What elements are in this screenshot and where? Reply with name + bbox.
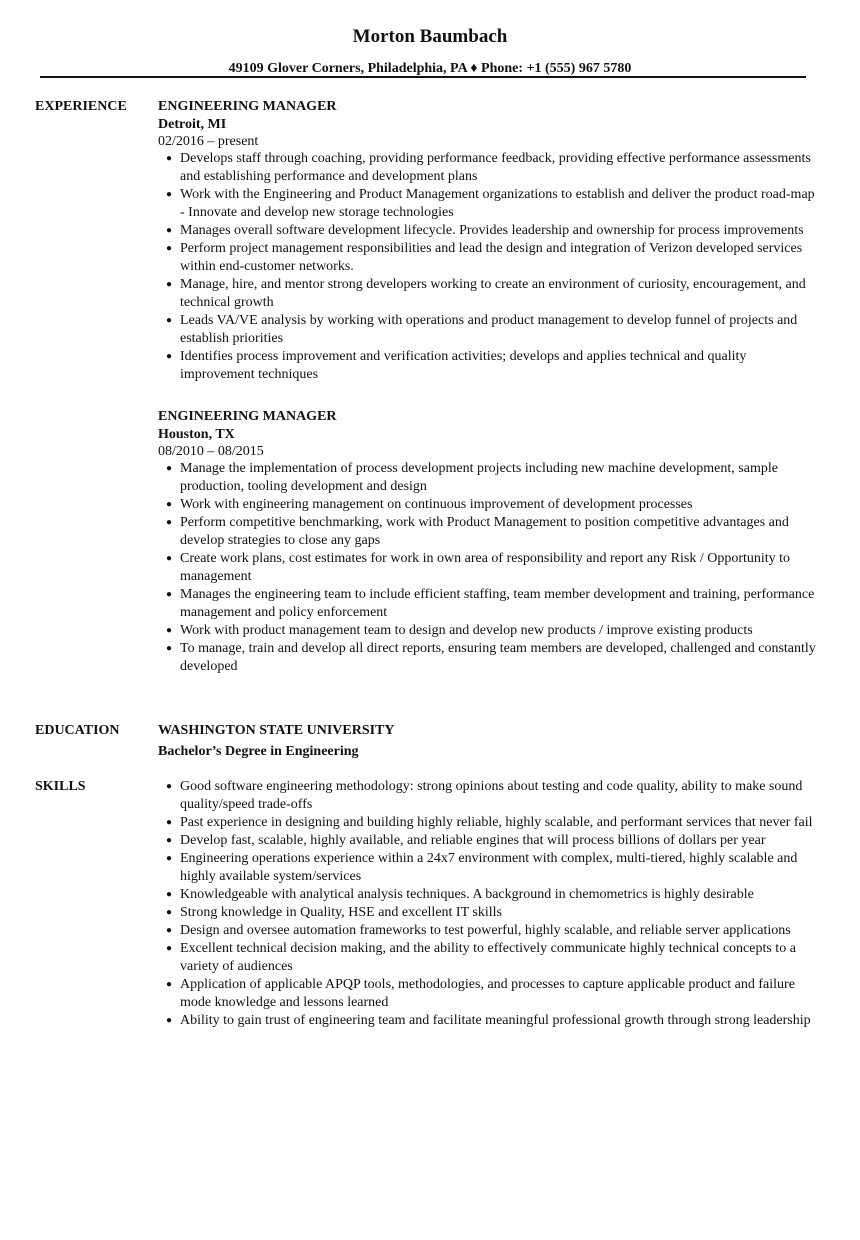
- job-dates: 08/2010 – 08/2015: [158, 444, 264, 459]
- skills-body: [158, 778, 818, 1030]
- list-item: ● Create work plans, cost estimates for work in own area of responsibility and report any Risk / Opportunity to management: [166, 551, 791, 584]
- list-item: ● Good software engineering methodology: strong opinions about testing and code quality, ability to make sound quality/speed trade-offs: [166, 779, 803, 812]
- bullet-icon: ●: [166, 243, 173, 254]
- list-item: ● Ability to gain trust of engineering team and facilitate meaningful professional growth through strong leadership: [166, 1013, 811, 1028]
- bullet-icon: ●: [166, 189, 173, 200]
- bullet-icon: ●: [166, 315, 173, 326]
- list-item: ● Perform competitive benchmarking, work with Product Management to position competitive advantages and develop strategies to close any gaps: [166, 515, 789, 548]
- bullet-icon: ●: [166, 589, 173, 600]
- job-entry: [158, 408, 818, 676]
- header-divider: [40, 76, 806, 78]
- skills-label: SKILLS: [35, 779, 86, 794]
- job-title: ENGINEERING MANAGER: [158, 409, 337, 424]
- bullet-icon: ●: [166, 279, 173, 290]
- list-item: ● Leads VA/VE analysis by working with operations and product management to develop funnel of projects and establish priorities: [166, 313, 798, 346]
- contact-line: 49109 Glover Corners, Philadelphia, PA ♦ Phone: +1 (555) 967 5780: [228, 61, 632, 76]
- bullet-icon: ●: [166, 625, 173, 636]
- list-item: ● Strong knowledge in Quality, HSE and excellent IT skills: [166, 905, 502, 920]
- list-item: ● Manages overall software development lifecycle. Provides leadership and ownership for process improvements: [166, 223, 804, 238]
- school-name: WASHINGTON STATE UNIVERSITY: [158, 723, 395, 738]
- skills-bullet-list: [158, 778, 818, 1030]
- list-item: ● Design and oversee automation frameworks to test powerful, highly scalable, and reliable server applications: [166, 923, 791, 938]
- job-title: ENGINEERING MANAGER: [158, 99, 337, 114]
- bullet-icon: ●: [166, 781, 173, 792]
- list-item: ● Work with the Engineering and Product Management organizations to establish and deliver the product road-map - Innovate and develop new storage technologies: [166, 187, 815, 220]
- list-item: ● Past experience in designing and building highly reliable, highly scalable, and performant services that never fail: [166, 815, 813, 830]
- bullet-icon: ●: [166, 351, 173, 362]
- bullet-icon: ●: [166, 979, 173, 990]
- degree-name: Bachelor’s Degree in Engineering: [158, 744, 359, 759]
- list-item: ● Identifies process improvement and verification activities; develops and applies technical and quality improvement techniques: [166, 349, 747, 382]
- list-item: ● To manage, train and develop all direct reports, ensuring team members are developed, challenged and constantly developed: [166, 641, 816, 674]
- bullet-icon: ●: [166, 1015, 173, 1026]
- bullet-icon: ●: [166, 517, 173, 528]
- resume-header: [0, 0, 860, 78]
- bullet-icon: ●: [166, 225, 173, 236]
- bullet-icon: ●: [166, 643, 173, 654]
- education-label: EDUCATION: [35, 723, 120, 738]
- bullet-icon: ●: [166, 153, 173, 164]
- job-bullet-list: [158, 150, 818, 384]
- list-item: ● Develops staff through coaching, providing performance feedback, providing effective performance assessments and establishing performance and development plans: [166, 151, 811, 184]
- list-item: ● Manage the implementation of process development projects including new machine development, sample production, tooling development and design: [166, 461, 778, 494]
- list-item: ● Manage, hire, and mentor strong developers working to create an environment of curiosity, encouragement, and technical growth: [166, 277, 806, 310]
- bullet-icon: ●: [166, 943, 173, 954]
- list-item: ● Work with product management team to design and develop new products / improve existing products: [166, 623, 753, 638]
- bullet-icon: ●: [166, 853, 173, 864]
- list-item: ● Work with engineering management on continuous improvement of development processes: [166, 497, 693, 512]
- bullet-icon: ●: [166, 835, 173, 846]
- experience-label: EXPERIENCE: [35, 99, 127, 114]
- list-item: ● Engineering operations experience within a 24x7 environment with complex, multi-tiered, highly scalable and highly available system/services: [166, 851, 798, 884]
- job-location: Houston, TX: [158, 427, 235, 442]
- list-item: ● Excellent technical decision making, and the ability to effectively communicate highly technical concepts to a variety of audiences: [166, 941, 796, 974]
- list-item: ● Perform project management responsibilities and lead the design and integration of Verizon developed services within end-customer networks.: [166, 241, 803, 274]
- bullet-icon: ●: [166, 817, 173, 828]
- bullet-icon: ●: [166, 889, 173, 900]
- job-location: Detroit, MI: [158, 117, 227, 132]
- list-item: ● Manages the engineering team to include efficient staffing, team member development and training, performance management and policy enforcement: [166, 587, 815, 620]
- list-item: ● Knowledgeable with analytical analysis techniques. A background in chemometrics is highly desirable: [166, 887, 754, 902]
- experience-body: [158, 98, 818, 676]
- education-body: [158, 722, 818, 761]
- bullet-icon: ●: [166, 463, 173, 474]
- list-item: ● Develop fast, scalable, highly available, and reliable engines that will process billions of dollars per year: [166, 833, 766, 848]
- list-item: ● Application of applicable APQP tools, methodologies, and processes to capture applicable product and failure mode knowledge and lessons learned: [166, 977, 795, 1010]
- bullet-icon: ●: [166, 925, 173, 936]
- bullet-icon: ●: [166, 499, 173, 510]
- job-bullet-list: [158, 460, 818, 676]
- job-entry: [158, 98, 818, 384]
- bullet-icon: ●: [166, 907, 173, 918]
- bullet-icon: ●: [166, 553, 173, 564]
- job-dates: 02/2016 – present: [158, 134, 259, 149]
- candidate-name: Morton Baumbach: [352, 26, 508, 47]
